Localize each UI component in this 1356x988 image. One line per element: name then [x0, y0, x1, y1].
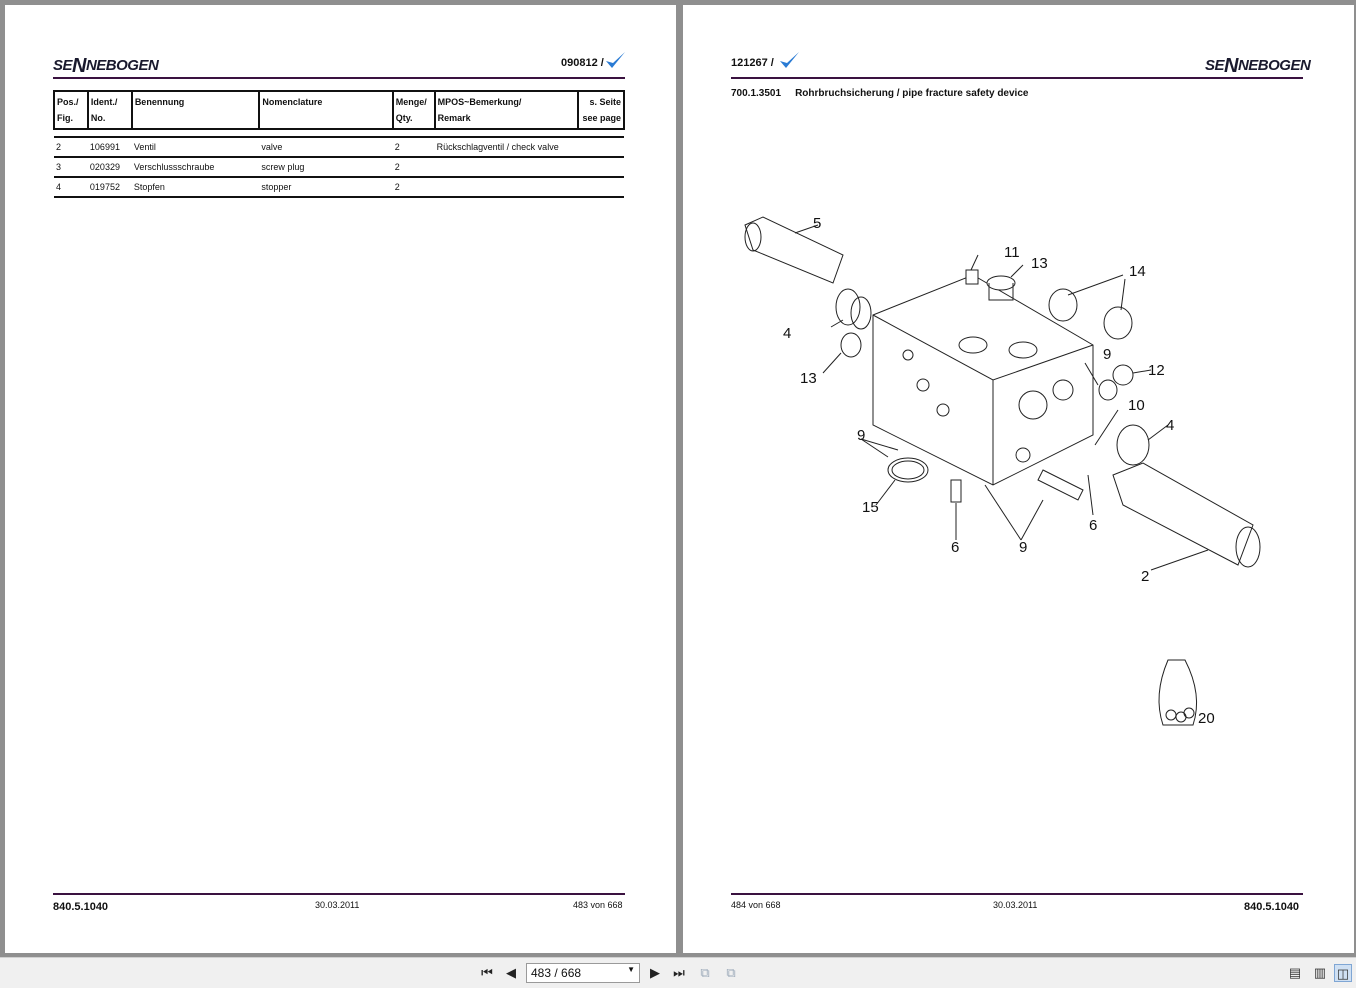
checkmark-icon	[777, 49, 801, 73]
left-page	[5, 5, 676, 953]
callout-label: 12	[1148, 362, 1165, 379]
cell-see-page	[578, 157, 624, 177]
chevron-down-icon: ▼	[627, 965, 635, 974]
cell-pos: 4	[54, 177, 88, 197]
document-number: 121267 /	[731, 57, 774, 69]
cell-remark	[435, 177, 578, 197]
footer-page-number: 483 von 668	[573, 900, 623, 910]
callout-label: 6	[1089, 517, 1098, 534]
prev-page-icon[interactable]: ◀	[506, 965, 516, 980]
section-title: Rohrbruchsicherung / pipe fracture safety device	[795, 88, 1029, 99]
cell-remark: Rückschlagventil / check valve	[435, 137, 578, 157]
footer-rule	[731, 893, 1303, 895]
continuous-icon[interactable]: ▥	[1313, 965, 1327, 980]
col-ident: Ident./ No.	[88, 91, 132, 129]
table-row	[54, 177, 624, 197]
next-page-icon[interactable]: ▶	[650, 965, 660, 980]
cell-see-page	[578, 137, 624, 157]
section-number: 700.1.3501	[731, 88, 782, 99]
col-nomenclature: Nomenclature	[259, 91, 392, 129]
brand-logo: SENNEBOGEN	[53, 55, 159, 77]
two-page-icon[interactable]: ◫	[1334, 964, 1352, 982]
callout-label: 4	[783, 325, 792, 342]
callout-label: 9	[857, 427, 866, 444]
cell-qty: 2	[393, 177, 435, 197]
cell-qty: 2	[393, 157, 435, 177]
cell-ident: 106991	[88, 137, 132, 157]
viewer-toolbar	[0, 957, 1356, 988]
single-page-icon[interactable]: ▤	[1288, 965, 1302, 980]
page-number-select[interactable]	[526, 963, 640, 983]
callout-label: 4	[1166, 417, 1175, 434]
cell-nomenclature: screw plug	[259, 157, 392, 177]
callout-label: 13	[1031, 255, 1048, 272]
cell-pos: 2	[54, 137, 88, 157]
footer-date: 30.03.2011	[993, 900, 1038, 910]
parts-table	[53, 90, 625, 198]
callout-label: 6	[951, 539, 960, 556]
header-rule	[731, 77, 1303, 79]
col-menge: Menge/ Qty.	[393, 91, 435, 129]
cell-see-page	[578, 177, 624, 197]
header-rule	[53, 77, 625, 79]
table-row	[54, 137, 624, 157]
col-remark: MPOS~Bemerkung/ Remark	[435, 91, 578, 129]
page-indicator: 483 / 668	[531, 966, 582, 980]
cell-benennung: Verschlussschraube	[132, 157, 260, 177]
callout-label: 5	[813, 215, 822, 232]
cell-remark	[435, 157, 578, 177]
first-page-icon[interactable]: ⏮	[481, 965, 493, 980]
table-header-row	[54, 91, 624, 129]
brand-logo: SENNEBOGEN	[1205, 55, 1311, 77]
footer-doc-id: 840.5.1040	[1244, 901, 1300, 913]
table-row	[54, 157, 624, 177]
document-number: 090812 /	[561, 57, 604, 69]
cell-nomenclature: valve	[259, 137, 392, 157]
callout-label: 10	[1128, 397, 1145, 414]
next-view-icon[interactable]: ⧉	[726, 965, 736, 980]
callout-label: 15	[862, 499, 879, 516]
callout-label: 14	[1129, 263, 1146, 280]
prev-view-icon[interactable]: ⧉	[700, 965, 710, 980]
col-see-page: s. Seite see page	[578, 91, 624, 129]
checkmark-icon	[603, 49, 627, 73]
table-spacer	[54, 129, 624, 137]
cell-pos: 3	[54, 157, 88, 177]
last-page-icon[interactable]: ⏭	[673, 965, 685, 980]
exploded-view-diagram	[723, 195, 1283, 755]
col-pos: Pos./ Fig.	[54, 91, 88, 129]
cell-benennung: Ventil	[132, 137, 260, 157]
cell-benennung: Stopfen	[132, 177, 260, 197]
callout-label: 20	[1198, 710, 1215, 727]
callout-label: 2	[1141, 568, 1150, 585]
cell-ident: 020329	[88, 157, 132, 177]
footer-rule	[53, 893, 625, 895]
col-benennung: Benennung	[132, 91, 260, 129]
cell-qty: 2	[393, 137, 435, 157]
footer-date: 30.03.2011	[315, 900, 360, 910]
section-heading	[731, 88, 1042, 99]
cell-nomenclature: stopper	[259, 177, 392, 197]
callout-label: 9	[1019, 539, 1028, 556]
footer-doc-id: 840.5.1040	[53, 901, 109, 913]
footer-page-number: 484 von 668	[731, 900, 781, 910]
callout-label: 13	[800, 370, 817, 387]
callout-label: 11	[1004, 244, 1020, 261]
right-page	[683, 5, 1354, 953]
cell-ident: 019752	[88, 177, 132, 197]
callout-label: 9	[1103, 346, 1112, 363]
